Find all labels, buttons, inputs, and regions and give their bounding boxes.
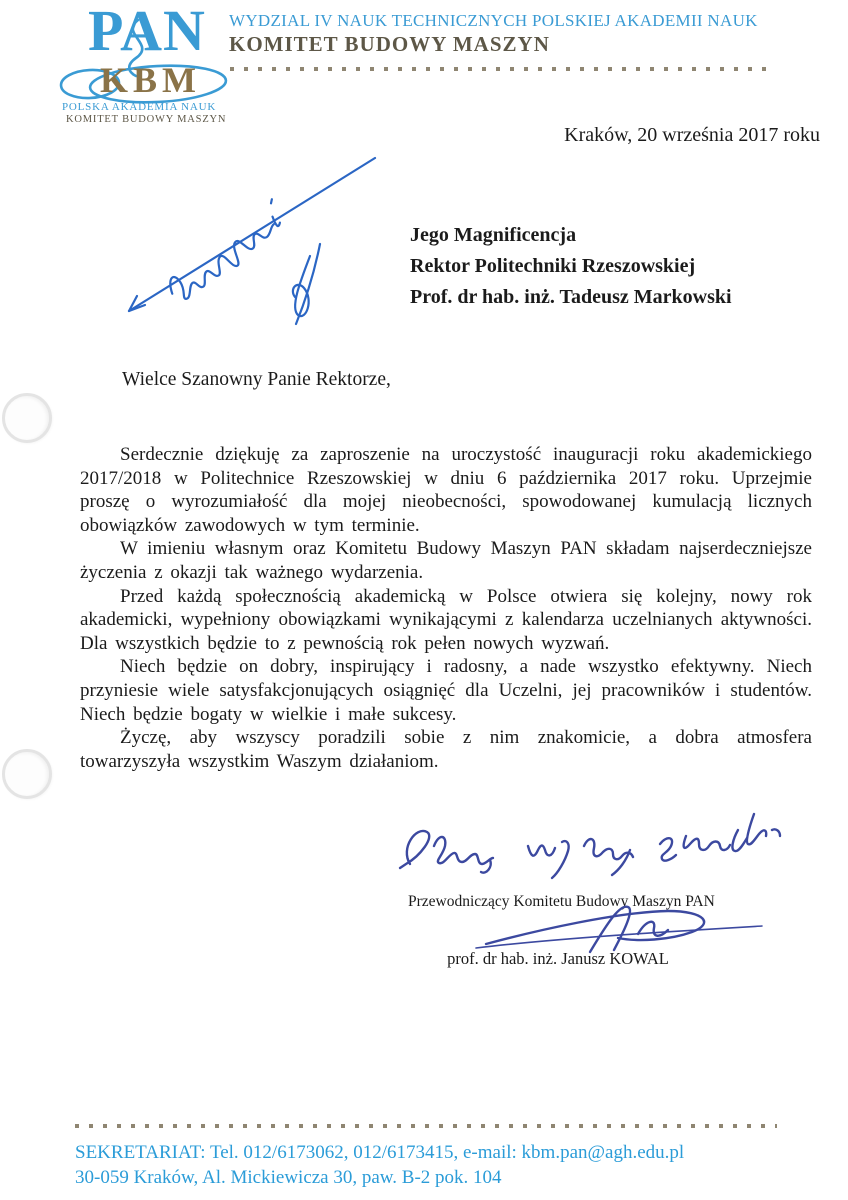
footer-address-line: 30-059 Kraków, Al. Mickiewicza 30, paw. B-2 pok. 104 [75, 1167, 502, 1188]
logo-caption-kbm: KOMITET BUDOWY MASZYN [66, 114, 227, 125]
paragraph: Przed każdą społecznością akademicką w Polsce otwiera się kolejny, nowy rok akademicki, wypełniony obowiązkami wynikającymi z kalendarza uczelnianych aktywności. Dla wszystkich będzie to z pewnością rok pełen nowych wyzwań. [80, 585, 812, 654]
header-committee-title: KOMITET BUDOWY MASZYN [229, 32, 550, 56]
handwritten-closing [398, 806, 786, 893]
header-division-title: WYDZIAL IV NAUK TECHNICZNYCH POLSKIEJ AKADEMII NAUK [229, 11, 758, 30]
dotted-divider-top [230, 67, 775, 71]
pan-logo-text: PAN [88, 0, 206, 63]
handwritten-note [112, 138, 390, 335]
sender-name: prof. dr hab. inż. Janusz KOWAL [447, 949, 669, 968]
salutation: Wielce Szanowny Panie Rektorze, [122, 369, 391, 390]
recipient-line: Jego Magnificencja [410, 224, 577, 246]
recipient-line: Prof. dr hab. inż. Tadeusz Markowski [410, 286, 732, 308]
footer-contact-line: SEKRETARIAT: Tel. 012/6173062, 012/6173415, e-mail: kbm.pan@agh.edu.pl [75, 1142, 685, 1163]
paragraph: Serdecznie dziękuję za zaproszenie na uroczystość inauguracji roku akademickiego 2017/2018 w Politechnice Rzeszowskiej w dniu 6 października 2017 roku. Uprzejmie proszę o wyrozumiałość dla mojej nieobecności, spowodowanej kumulacją licznych obowiązków zawodowych w tym terminie. [80, 444, 812, 536]
punch-hole [2, 749, 52, 799]
paragraph: Życzę, aby wszyscy poradzili sobie z nim znakomicie, a dobra atmosfera towarzyszyła wszystkim Waszym działaniom. [80, 727, 812, 772]
kbm-logo-text: KBM [100, 60, 201, 100]
sender-title: Przewodniczący Komitetu Budowy Maszyn PAN [408, 893, 715, 910]
dotted-divider-bottom [75, 1124, 777, 1128]
dateline: Kraków, 20 września 2017 roku [564, 124, 820, 146]
paragraph: W imieniu własnym oraz Komitetu Budowy Maszyn PAN składam najserdeczniejsze życzenia z okazji tak ważnego wydarzenia. [80, 538, 812, 583]
recipient-line: Rektor Politechniki Rzeszowskiej [410, 255, 696, 277]
recipient-block [410, 220, 732, 313]
letter-body [80, 443, 812, 773]
punch-hole [2, 393, 52, 443]
logo-caption-pan: POLSKA AKADEMIA NAUK [62, 101, 217, 113]
paragraph: Niech będzie on dobry, inspirujący i radosny, a nade wszystko efektywny. Niech przyniesie wiele satysfakcjonujących osiągnięć dla Uczelni, jej pracowników i studentów. Niech będzie bogaty w wielkie i małe sukcesy. [80, 656, 812, 725]
footer [75, 1140, 795, 1190]
